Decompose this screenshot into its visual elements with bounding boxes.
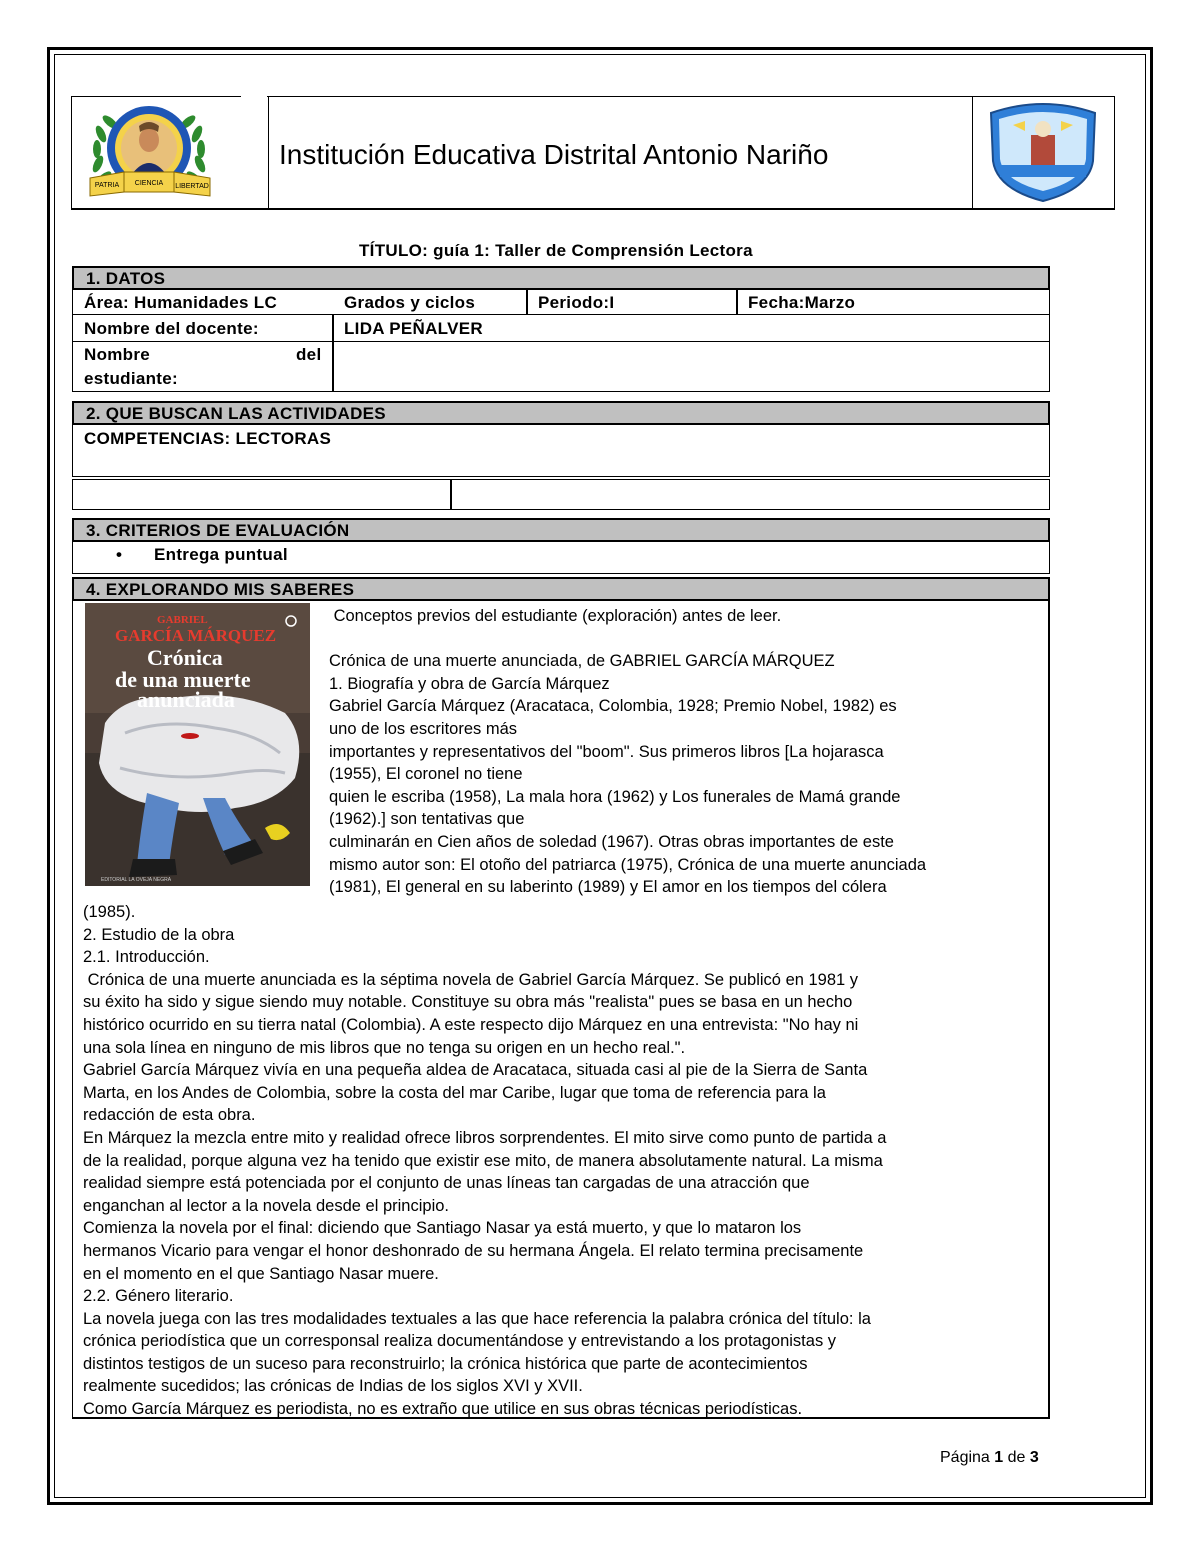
cover-publisher: EDITORIAL LA OVEJA NEGRA (101, 877, 172, 883)
text-line: importantes y representativos del "boom". Sus primeros libros [La hojarasca (329, 742, 884, 761)
area-label: Área: Humanidades LC (84, 293, 278, 312)
document-title: TÍTULO: guía 1: Taller de Comprensión Lectora (359, 241, 753, 260)
text-line: hermanos Vicario para vengar el honor deshonrado de su hermana Ángela. El relato termina precisamente (83, 1241, 864, 1260)
competencias-label: COMPETENCIAS: LECTORAS (84, 429, 332, 448)
text-line: redacción de esta obra. (83, 1106, 256, 1125)
periodo-label: Periodo:I (538, 293, 615, 312)
estudiante-label-1: Nombre (84, 345, 151, 364)
text-line: realmente sucedidos; las crónicas de Indias de los siglos XVI y XVII. (83, 1377, 583, 1396)
seal-cell (973, 96, 1114, 209)
grados-label: Grados y ciclos (344, 293, 476, 312)
text-line: Gabriel García Márquez vivía en una pequeña aldea de Aracataca, situada casi al pie de la Sierra de Santa (83, 1061, 868, 1080)
fecha-label: Fecha:Marzo (748, 293, 856, 312)
text-line: crónica periodística que un corresponsal realiza documentándose y entrevistando a los protagonistas y (83, 1332, 837, 1351)
cover-title-3: anunciada (137, 687, 235, 712)
estudiante-label-3: estudiante: (84, 369, 178, 388)
school-logo-cell (71, 96, 269, 208)
text-line: 2.2. Género literario. (83, 1287, 234, 1306)
text-line: (1962).] son tentativas que (329, 810, 525, 829)
section-heading: 4. EXPLORANDO MIS SABERES (72, 577, 1050, 601)
text-line: Crónica de una muerte anunciada, de GABRIEL GARCÍA MÁRQUEZ (329, 652, 835, 671)
docente-value: LIDA PEÑALVER (344, 319, 483, 338)
city-shield-icon (973, 97, 1114, 209)
text-line: (1981), El general en su laberinto (1989) y El amor en los tiempos del cólera (329, 878, 887, 897)
section-heading: 3. CRITERIOS DE EVALUACIÓN (72, 518, 1050, 542)
cover-title-2: de una muerte (115, 667, 251, 692)
footer-pagina: Página (940, 1449, 995, 1466)
estudiante-label-2: del (296, 345, 322, 364)
text-line: distintos testigos de un suceso para reconstruirlo; la crónica histórica que parte de acontecimientos (83, 1354, 808, 1373)
text-line: enganchan al lector a la novela desde el principio. (83, 1196, 449, 1215)
section-heading: 1. DATOS (72, 266, 1050, 290)
institution-cell (267, 96, 973, 208)
text-line: Conceptos previos del estudiante (exploración) antes de leer. (329, 607, 782, 625)
exploration-text-right (329, 605, 926, 899)
text-line: uno de los escritores más (329, 719, 518, 738)
text-line: La novela juega con las tres modalidades textuales a las que hace referencia la palabra crónica del título: la (83, 1309, 871, 1328)
cover-author-name: GARCÍA MÁRQUEZ (115, 626, 277, 645)
text-line: Gabriel García Márquez (Aracataca, Colombia, 1928; Premio Nobel, 1982) es (329, 697, 897, 716)
svg-text:LIBERTAD: LIBERTAD (175, 183, 209, 190)
section-criterios (72, 518, 1050, 574)
school-logo (72, 96, 268, 208)
text-line: Como García Márquez es periodista, no es extraño que utilice en sus obras técnicas periodísticas. (83, 1400, 803, 1419)
text-line: Comienza la novela por el final: diciendo que Santiago Nasar ya está muerto, y que lo mataron los (83, 1219, 802, 1238)
svg-text:PATRIA: PATRIA (94, 182, 120, 189)
header-table (71, 96, 1115, 210)
text-line: 2. Estudio de la obra (83, 925, 235, 944)
text-line: una sola línea en ninguno de mis libros que no tenga su origen en un hecho real.". (83, 1038, 686, 1057)
section-datos (72, 266, 1050, 392)
svg-text:CIENCIA: CIENCIA (134, 180, 164, 187)
text-line: quien le escriba (1958), La mala hora (1962) y Los funerales de Mamá grande (329, 787, 901, 806)
footer-page-number: 1 (994, 1449, 1004, 1466)
text-line: de la realidad, porque alguna vez ha tenido que existir ese mito, de manera absolutamente natural. La misma (83, 1151, 883, 1170)
text-line: histórico ocurrido en su tierra natal (Colombia). A este respecto dijo Márquez en una entrevista: "No hay ni (83, 1015, 859, 1034)
cover-title-1: Crónica (147, 645, 223, 670)
text-line: mismo autor son: El otoño del patriarca (1975), Crónica de una muerte anunciada (329, 855, 927, 874)
estudiante-field[interactable] (336, 344, 1048, 390)
footer-de: de (1003, 1449, 1030, 1466)
institution-name: Institución Educativa Distrital Antonio Nariño (279, 139, 829, 170)
text-line (329, 628, 926, 651)
text-line: 1. Biografía y obra de García Márquez (329, 674, 610, 693)
cover-author-top: GABRIEL (157, 614, 208, 626)
book-cover-image (85, 603, 310, 886)
text-line: (1985). (83, 903, 136, 921)
text-line: En Márquez la mezcla entre mito y realidad ofrece libros sorprendentes. El mito sirve como punto de partida a (83, 1128, 887, 1147)
section-actividades (72, 401, 1050, 509)
docente-label: Nombre del docente: (84, 319, 259, 338)
text-line: realidad siempre está potenciada por el conjunto de unas líneas tan cargadas de una atracción que (83, 1174, 810, 1193)
text-line: su éxito ha sido y sigue siendo muy notable. Constituye su obra más "realista" pues se basa en un hecho (83, 993, 853, 1012)
footer-page-total: 3 (1029, 1449, 1039, 1466)
text-line: (1955), El coronel no tiene (329, 765, 523, 784)
text-line: Marta, en los Andes de Colombia, sobre la costa del mar Caribe, lugar que toma de referencia para la (83, 1083, 826, 1102)
bullet: • (116, 545, 123, 564)
criterio-item: Entrega puntual (154, 545, 288, 564)
text-line: culminarán en Cien años de soledad (1967). Otras obras importantes de este (329, 832, 894, 851)
exploration-text-full (83, 901, 886, 1421)
text-line: Crónica de una muerte anunciada es la séptima novela de Gabriel García Márquez. Se publicó en 1981 y (83, 970, 859, 989)
text-line: en el momento en el que Santiago Nasar muere. (83, 1264, 439, 1283)
text-line: 2.1. Introducción. (83, 948, 210, 967)
section-heading: 2. QUE BUSCAN LAS ACTIVIDADES (72, 401, 1050, 425)
page-footer (940, 1449, 1039, 1467)
